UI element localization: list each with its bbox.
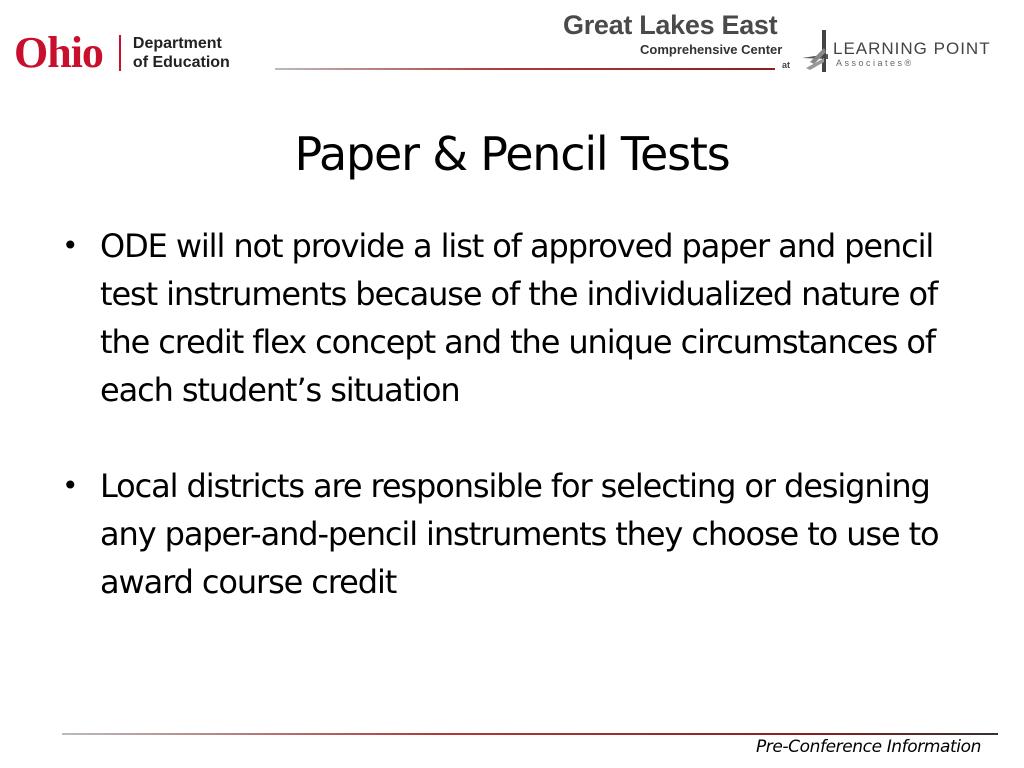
bullet-point-icon: • [62, 469, 78, 502]
ohio-department-of-education-logo [14, 30, 230, 76]
bullet-text: ODE will not provide a list of approved paper and pencil test instruments because of the individualized nature of the credit flex concept and the unique circumstances of each student’s situation [100, 227, 938, 409]
footer-divider-line [62, 733, 998, 735]
ohio-logo-divider [119, 35, 121, 71]
learning-point-associates: Associates® [836, 58, 914, 68]
bullet-text: Local districts are responsible for selecting or designing any paper-and-pencil instruments they choose to use to award course credit [100, 467, 939, 601]
ohio-logo-dept-line2: of Education [132, 54, 230, 71]
header-divider-line [275, 68, 775, 70]
learning-point-icon [800, 28, 832, 74]
ohio-logo-dept-line1: Department [132, 35, 222, 52]
ohio-logo-department [133, 34, 230, 72]
learning-point-name: LEARNING POINT [833, 39, 991, 58]
bullet-point-icon: • [62, 229, 78, 262]
footer-caption: Pre-Conference Information [755, 737, 981, 757]
bullet-list [60, 222, 975, 606]
ohio-logo-word: Ohio [14, 28, 103, 77]
slide-title: Paper & Pencil Tests [294, 127, 730, 181]
bullet-item [60, 462, 975, 606]
great-lakes-east-title: Great Lakes East [563, 10, 778, 40]
comprehensive-center-subtitle: Comprehensive Center [640, 42, 783, 57]
partner-logo-at: at [782, 60, 791, 70]
bullet-item [60, 222, 975, 414]
